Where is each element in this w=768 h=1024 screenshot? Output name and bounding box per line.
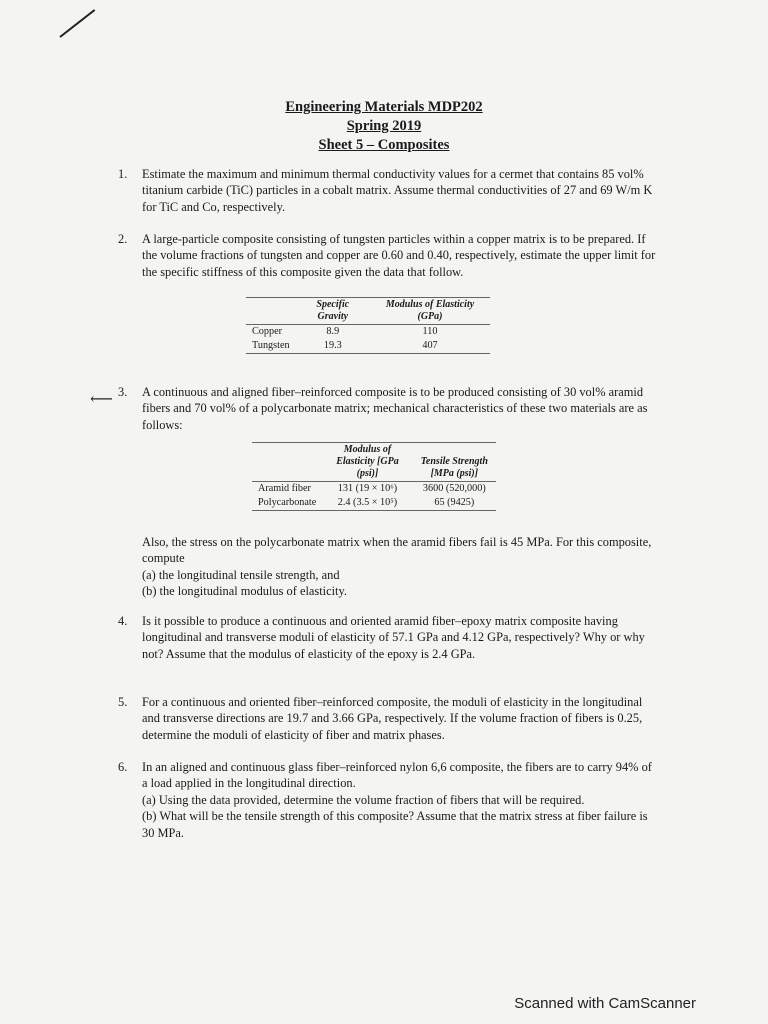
table-row [246, 325, 490, 340]
question-text: A continuous and aligned fiber–reinforced composite is to be produced consisting of 30 vol% aramid fibers and 70 vol% of a polycarbonate matrix; mechanical characteristics of these two materials are as follows: [142, 385, 648, 432]
table-cell: 131 (19 × 10⁶) [337, 483, 398, 494]
table-cell: 407 [422, 340, 438, 351]
question-1 [118, 166, 658, 215]
question-text: Also, the stress on the polycarbonate matrix when the aramid fibers fail is 45 MPa. For this composite, compute [142, 535, 652, 566]
sub-question-a: (a) Using the data provided, determine the volume fraction of fibers that will be required. [142, 792, 585, 807]
table-header [246, 298, 296, 325]
table-cell: Polycarbonate [258, 497, 317, 508]
sub-question-b: (b) the longitudinal modulus of elasticity. [142, 584, 347, 599]
question-4 [118, 613, 658, 662]
question-text: In an aligned and continuous glass fiber–reinforced nylon 6,6 composite, the fibers are to carry 94% of a load applied in the longitudinal direction. [142, 760, 652, 791]
table-cell: Tungsten [252, 340, 290, 351]
properties-table-q3 [252, 442, 496, 511]
table-header: Specific Gravity [316, 299, 350, 322]
table-header [252, 443, 322, 482]
question-6 [118, 759, 658, 841]
term: Spring 2019 [346, 118, 422, 134]
question-number: 6. [118, 760, 128, 774]
table-cell: Copper [252, 326, 282, 337]
table-cell: 8.9 [326, 326, 340, 337]
sheet-title: Sheet 5 – Composites [318, 137, 450, 153]
table-cell: 19.3 [323, 340, 342, 351]
table-row [246, 339, 490, 354]
table-header: Tensile Strength [MPa (psi)] [420, 456, 488, 479]
properties-table-q2 [246, 297, 490, 354]
table-row [252, 482, 496, 497]
pen-mark [59, 9, 95, 38]
table-cell: 110 [422, 326, 438, 337]
question-text: Is it possible to produce a continuous and oriented aramid fiber–epoxy matrix composite having longitudinal and transverse moduli of elasticity of 57.1 GPa and 4.12 GPa, respectively? Why or why not? Assume that the modulus of elasticity of the epoxy is 2.4 GPa. [142, 614, 645, 661]
question-3 [118, 384, 658, 433]
sub-question-a: (a) the longitudinal tensile strength, and [142, 567, 340, 582]
table-cell: 2.4 (3.5 × 10⁵) [337, 497, 398, 508]
question-number: 5. [118, 695, 128, 709]
question-text: A large-particle composite consisting of tungsten particles within a copper matrix is to be prepared. If the volume fractions of tungsten and copper are 0.60 and 0.40, respectively, estimate the upper limit for the specific stiffness of this composite given the data that follow. [142, 232, 656, 279]
table-cell: 65 (9425) [434, 497, 475, 508]
table-row [252, 496, 496, 511]
question-text: For a continuous and oriented fiber–reinforced composite, the moduli of elasticity in the longitudinal and transverse directions are 19.7 and 3.66 GPa, respectively. If the volume fraction of fibers is 0.25, determine the moduli of elasticity of fiber and matrix phases. [142, 695, 643, 742]
question-number: 2. [118, 232, 128, 246]
question-3-continued [118, 534, 658, 600]
question-number: 1. [118, 167, 128, 181]
document-header [0, 98, 768, 155]
table-cell: 3600 (520,000) [422, 483, 486, 494]
question-2 [118, 231, 658, 280]
sub-question-b: (b) What will be the tensile strength of this composite? Assume that the matrix stress at fiber failure is 30 MPa. [142, 809, 648, 840]
table-cell: Aramid fiber [258, 483, 311, 494]
scanner-watermark: Scanned with CamScanner [514, 995, 696, 1012]
table-header: Modulus of Elasticity [GPa (psi)] [336, 444, 399, 479]
handwritten-check-mark: ⟵ [90, 391, 113, 408]
question-number: 3. [118, 385, 128, 399]
question-5 [118, 694, 658, 743]
question-number: 4. [118, 614, 128, 628]
question-text: Estimate the maximum and minimum thermal conductivity values for a cermet that contains 85 vol% titanium carbide (TiC) particles in a cobalt matrix. Assume thermal conductivities of 27 and 69 W/m K for TiC and Co, respectively. [142, 167, 653, 214]
course-title: Engineering Materials MDP202 [285, 99, 483, 115]
table-header: Modulus of Elasticity (GPa) [385, 299, 475, 322]
